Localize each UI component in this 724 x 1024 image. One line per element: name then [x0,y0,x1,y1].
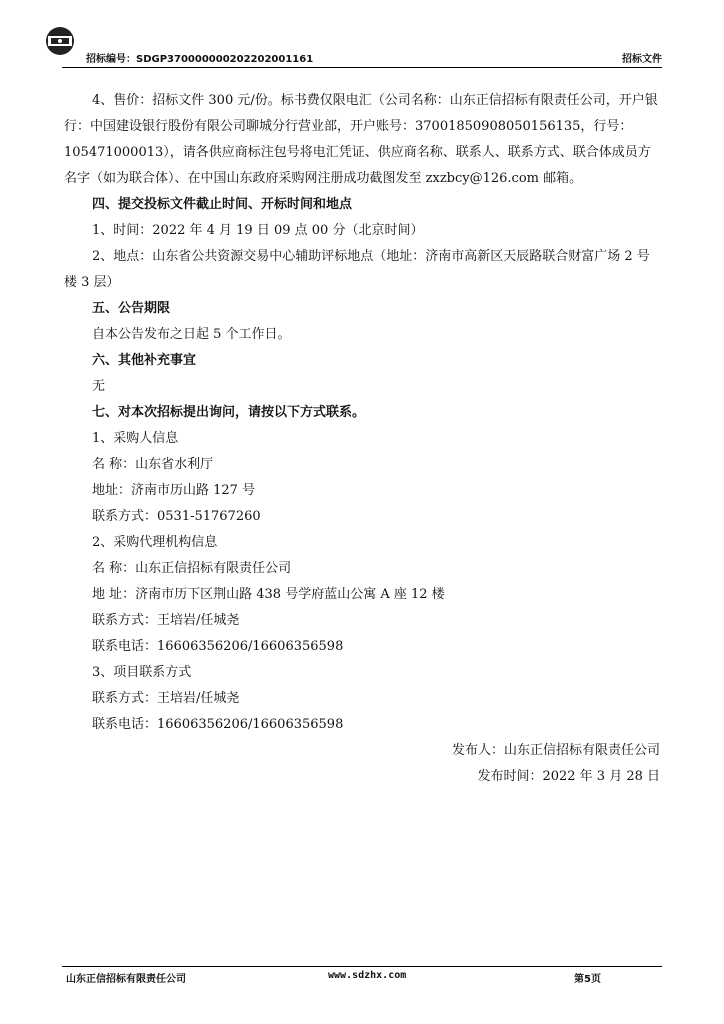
project-contact: 联系方式：王培岩/任城尧 [92,691,240,706]
purchaser-address: 地址：济南市历山路 127 号 [92,483,256,498]
price-paragraph: 4、售价：招标文件 300 元/份。标书费仅限电汇（公司名称：山东正信招标有限责任公司，开户银行：中国建设银行股份有限公司聊城分行营业部，开户账号：37001850908050156135，行号：105471000013），请各供应商标注包号将电汇凭证、供应商名称、联系人、联系方式、联合体成员方名字（如为联合体）、在中国山东政府采购网注册成功截图发至 zxzbcy@126.com 邮箱。 [64,93,658,186]
notice-period: 自本公告发布之日起 5 个工作日。 [92,327,291,342]
section-heading-7: 七、对本次招标提出询问，请按以下方式联系。 [92,405,366,420]
agency-phone: 联系电话：16606356206/16606356598 [92,639,344,654]
footer-divider [62,966,662,967]
time-line: 1、时间：2022 年 4 月 19 日 09 点 00 分（北京时间） [92,223,424,238]
page-number: 第5页 [574,974,601,985]
agency-contact: 联系方式：王培岩/任城尧 [92,613,240,628]
agency-address: 地 址：济南市历下区荆山路 438 号学府蓝山公寓 A 座 12 楼 [92,587,445,602]
section-heading-5: 五、公告期限 [92,301,171,316]
purchaser-info-title: 1、采购人信息 [92,431,179,446]
bid-number: 招标编号：SDGP370000000202202001161 [86,54,314,65]
document-type: 招标文件 [622,54,662,65]
location-paragraph: 2、地点：山东省公共资源交易中心辅助评标地点（地址：济南市高新区天辰路联合财富广场 2 号楼 3 层） [64,249,650,290]
company-logo-icon [44,26,76,56]
publisher: 发布人：山东正信招标有限责任公司 [451,743,660,758]
agency-info-title: 2、采购代理机构信息 [92,535,218,550]
other-matters: 无 [92,379,106,394]
footer-company: 山东正信招标有限责任公司 [66,974,186,985]
purchaser-contact: 联系方式：0531-51767260 [92,509,261,524]
footer-website: www.sdzhx.com [328,970,407,981]
publish-date: 发布时间：2022 年 3 月 28 日 [477,769,660,784]
project-phone: 联系电话：16606356206/16606356598 [92,717,344,732]
project-contact-title: 3、项目联系方式 [92,665,192,680]
section-heading-4: 四、提交投标文件截止时间、开标时间和地点 [92,197,353,212]
document-body [64,88,660,790]
agency-name: 名 称：山东正信招标有限责任公司 [92,561,292,576]
purchaser-name: 名 称：山东省水利厅 [92,457,214,472]
section-heading-6: 六、其他补充事宜 [92,353,197,368]
header-divider [62,67,662,68]
